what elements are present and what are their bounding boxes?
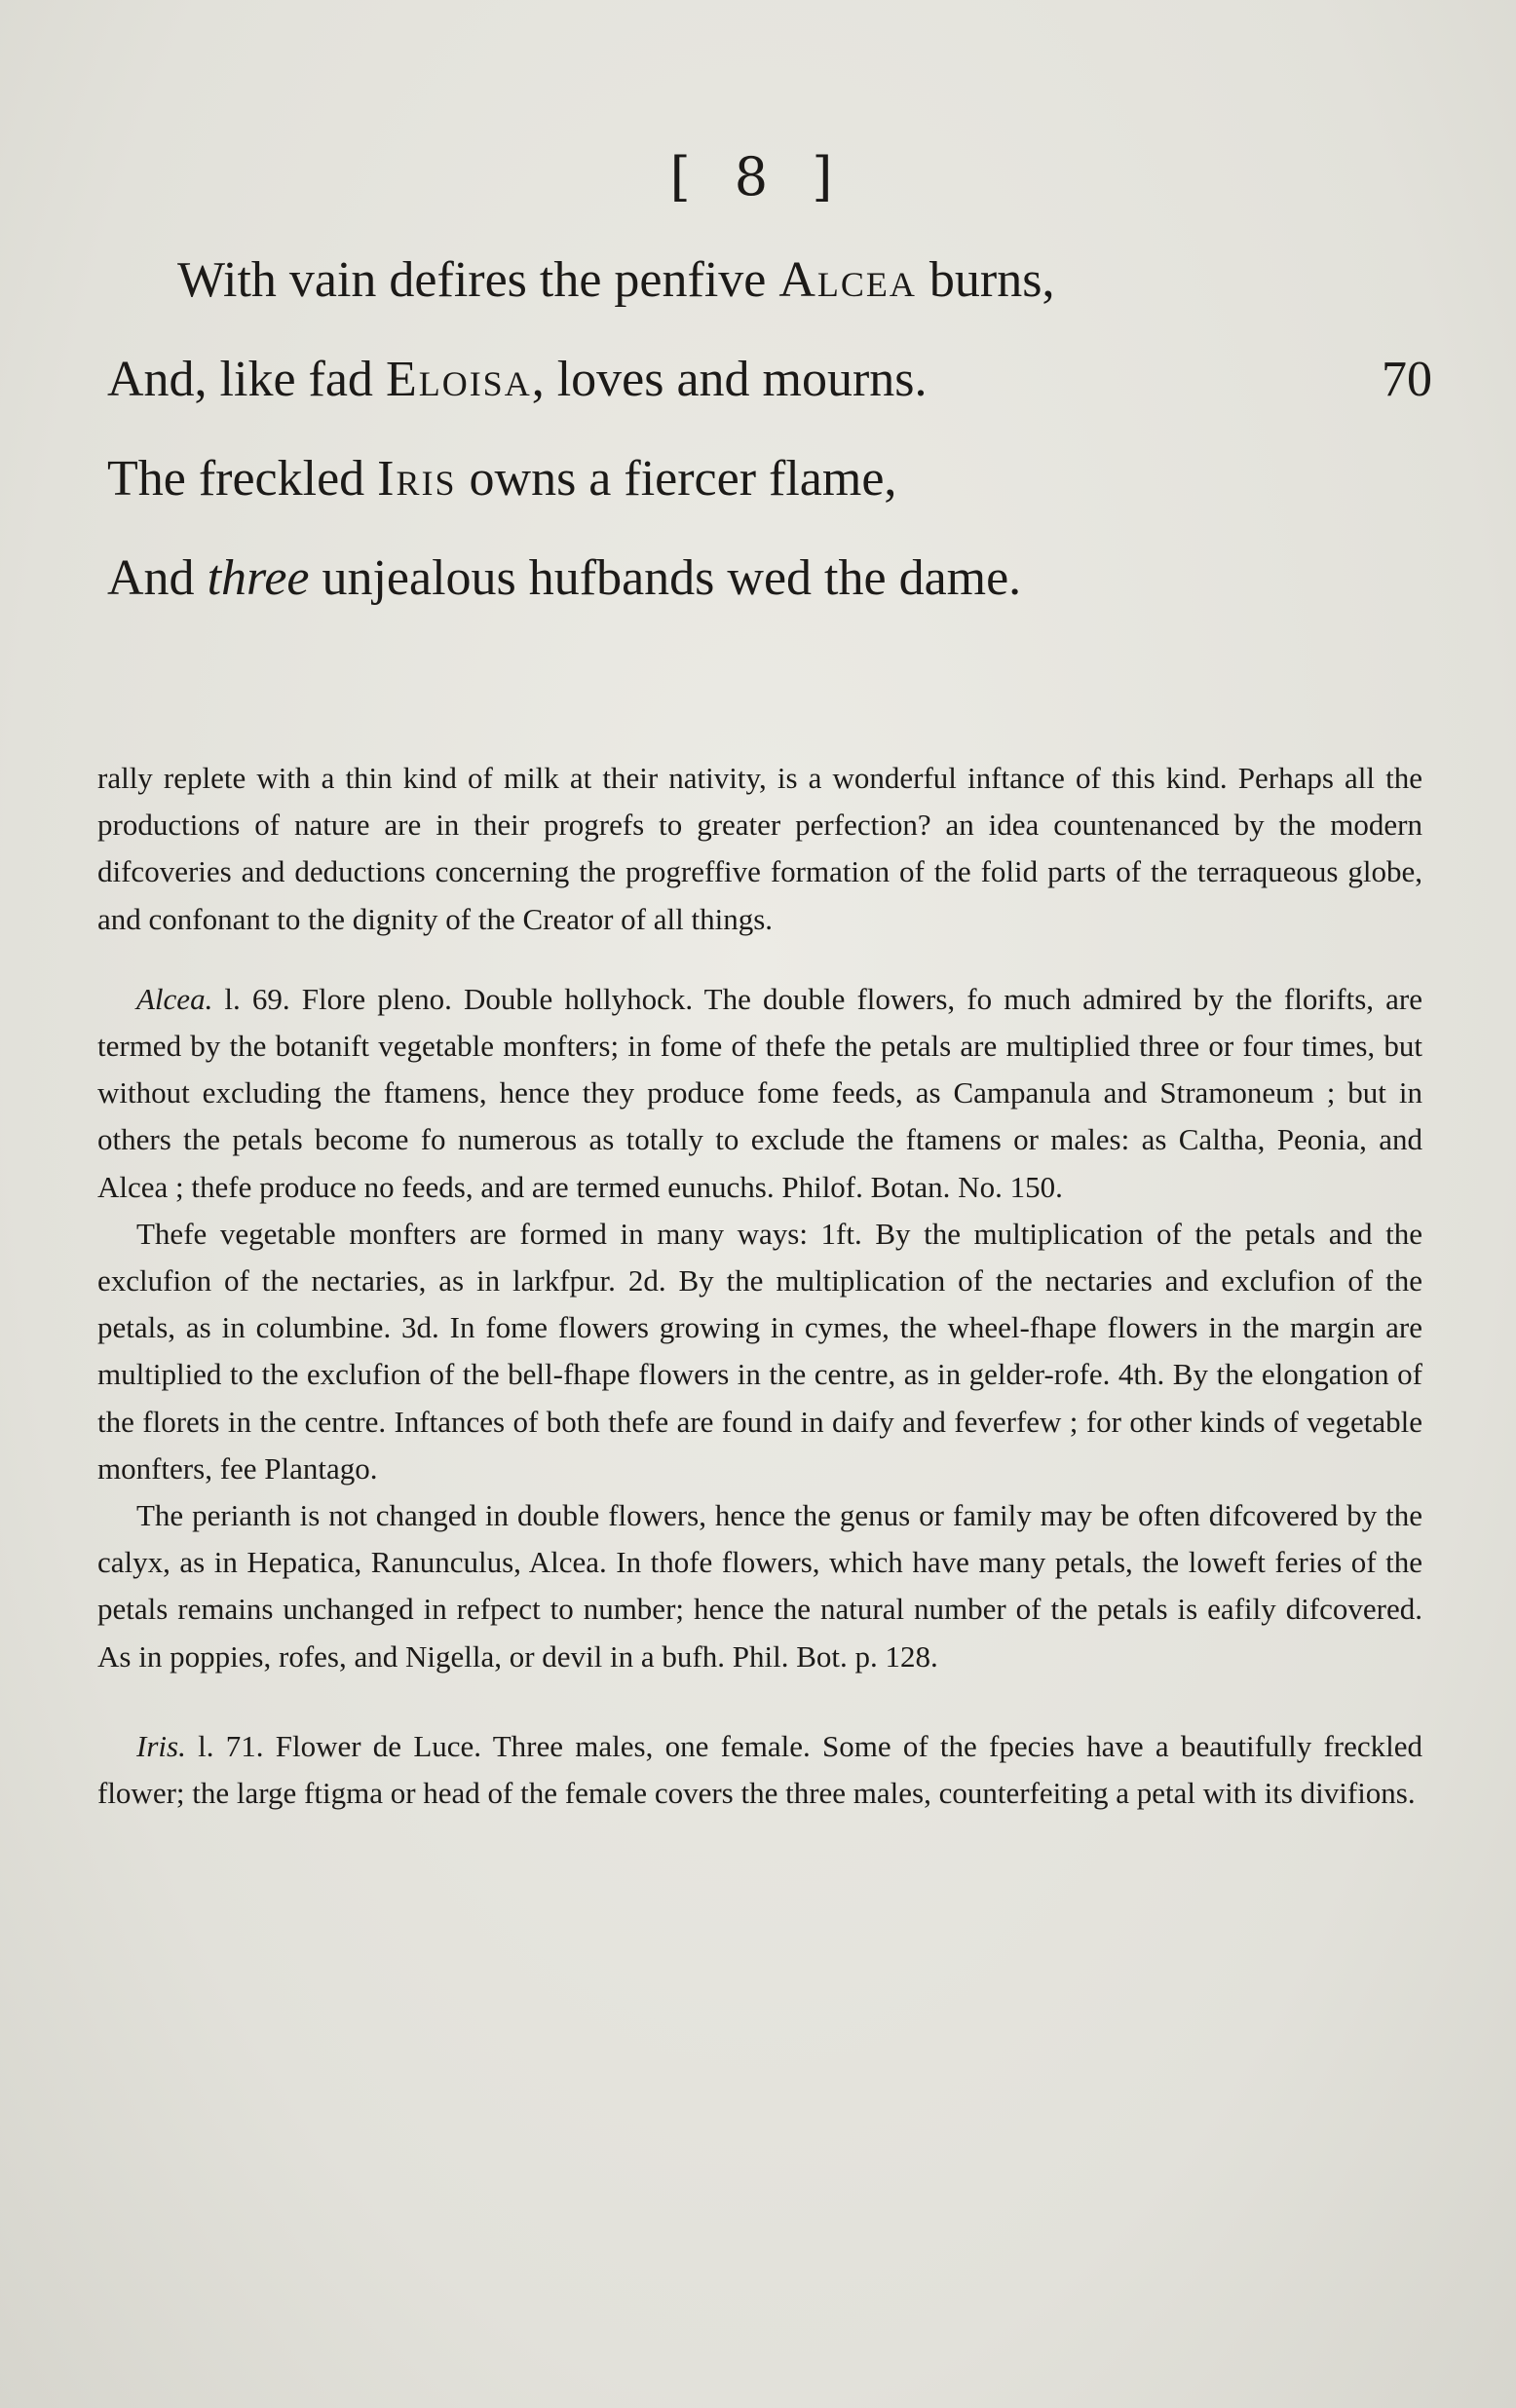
verse-line-4 <box>107 549 1432 607</box>
note-label-iris: Iris. <box>136 1728 186 1763</box>
verse-line-4-text: And <box>107 550 208 606</box>
verse-name-eloisa: Eloisa <box>385 352 532 407</box>
verse-line-2-end: , loves and mourns. <box>531 352 928 407</box>
note-paragraph-perianth: The perianth is not changed in double flowers, hence the genus or family may be often difcovered by the calyx, as in Hepatica, Ranunculus, Alcea. In thofe flowers, which have many petals, the loweft feries of the petals remains unchanged in refpect to number; hence the natural number of the petals is eafily difcovered. As in poppies, rofes, and Nigella, or devil in a bufh. Phil. Bot. p. 128. <box>97 1498 1422 1674</box>
verse-line-1-end: burns, <box>916 252 1055 308</box>
verse-name-iris: Iris <box>377 451 457 507</box>
verse-line-3 <box>107 450 1432 508</box>
note-paragraph-alcea <box>97 976 1422 1211</box>
note-paragraph-continuation: rally replete with a thin kind of milk at their nativity, is a wonderful inftance of this kind. Perhaps all the productions of nature are in their progrefs to greater perfection? an idea countenanced by the modern difcoveries and deductions concerning the progreffive formation of the folid parts of the terraqueous globe, and confonant to the dignity of the Creator of all things. <box>97 761 1422 936</box>
note-text-alcea: l. 69. Flore pleno. Double hollyhock. The double flowers, fo much admired by the florifts, are termed by the botanift vegetable monfters; in fome of thefe the petals are multiplied three or four times, but without excluding the ftamens, hence they produce fome feeds, as Campanula and Stramoneum ; but in others the petals become fo numerous as totally to exclude the ftamens or males: as Caltha, Peonia, and Alcea ; thefe produce no feeds, and are termed eunuchs. Philof. Botan. No. 150. <box>97 981 1422 1204</box>
page-number: [ 8 ] <box>669 146 847 207</box>
verse-line-3-end: owns a fiercer flame, <box>456 451 897 507</box>
verse-line-4-end: unjealous hufbands wed the dame. <box>309 550 1022 606</box>
note-label-alcea: Alcea. <box>136 981 213 1016</box>
line-number: 70 <box>1382 352 1432 407</box>
verse-line-1-text: With vain defires the penfive <box>177 252 779 308</box>
verse-italic-three: three <box>207 550 310 606</box>
verse-line-2 <box>107 351 1432 408</box>
note-text-iris: l. 71. Flower de Luce. Three males, one female. Some of the fpecies have a beautifully freckled flower; the large ftigma or head of the female covers the three males, counterfeiting a petal with its divifions. <box>97 1728 1422 1811</box>
verse-line-1 <box>177 251 1502 309</box>
verse-name-alcea: Alcea <box>778 252 917 308</box>
note-paragraph-monsters: Thefe vegetable monfters are formed in many ways: 1ft. By the multiplication of the petals and the exclufion of the nectaries, as in larkfpur. 2d. By the multiplication of the nectaries and exclufion of the petals, as in columbine. 3d. In fome flowers growing in cymes, the wheel-fhape flowers in the margin are multiplied to the exclufion of the bell-fhape flowers in the centre, as in gelder-rofe. 4th. By the elongation of the florets in the centre. Inftances of both thefe are found in daify and feverfew ; for other kinds of vegetable monfters, fee Plantago. <box>97 1216 1422 1486</box>
note-paragraph-iris <box>97 1723 1422 1817</box>
verse-line-3-text: The freckled <box>107 451 378 507</box>
verse-line-2-text: And, like fad <box>107 352 386 407</box>
footnotes <box>97 755 1422 1817</box>
